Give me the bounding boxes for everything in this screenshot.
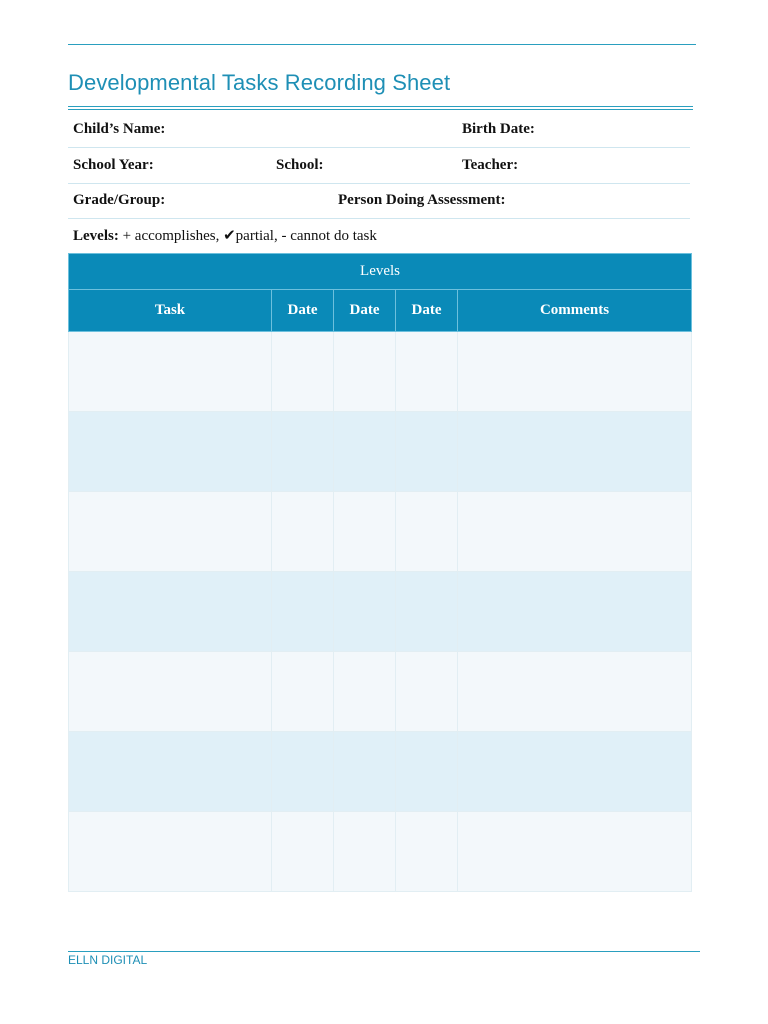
levels-legend-label: Levels: bbox=[73, 228, 119, 244]
levels-legend-text: + accomplishes, ✔partial, - cannot do task bbox=[122, 228, 377, 244]
column-header-date-1: Date bbox=[272, 290, 334, 332]
comments-cell[interactable] bbox=[458, 812, 692, 892]
date-cell[interactable] bbox=[396, 652, 458, 732]
column-header-task: Task bbox=[69, 290, 272, 332]
school-year-label: School Year: bbox=[73, 157, 154, 173]
date-cell[interactable] bbox=[334, 652, 396, 732]
date-cell[interactable] bbox=[396, 572, 458, 652]
date-cell[interactable] bbox=[334, 412, 396, 492]
comments-cell[interactable] bbox=[458, 332, 692, 412]
task-cell[interactable] bbox=[69, 652, 272, 732]
date-cell[interactable] bbox=[396, 332, 458, 412]
date-cell[interactable] bbox=[272, 572, 334, 652]
task-cell[interactable] bbox=[69, 812, 272, 892]
task-cell[interactable] bbox=[69, 492, 272, 572]
date-cell[interactable] bbox=[272, 732, 334, 812]
task-cell[interactable] bbox=[69, 572, 272, 652]
date-cell[interactable] bbox=[272, 812, 334, 892]
comments-cell[interactable] bbox=[458, 492, 692, 572]
info-row-school bbox=[68, 148, 690, 184]
recording-table bbox=[68, 253, 692, 892]
table-row bbox=[69, 492, 692, 572]
levels-group-header: Levels bbox=[69, 254, 692, 290]
table-row bbox=[69, 812, 692, 892]
comments-cell[interactable] bbox=[458, 652, 692, 732]
comments-cell[interactable] bbox=[458, 412, 692, 492]
teacher-label: Teacher: bbox=[462, 157, 519, 173]
column-header-date-2: Date bbox=[334, 290, 396, 332]
childs-name-label: Child’s Name: bbox=[73, 121, 166, 137]
table-row bbox=[69, 732, 692, 812]
title-underline bbox=[68, 106, 693, 107]
person-assessing-label: Person Doing Assessment: bbox=[338, 192, 506, 208]
date-cell[interactable] bbox=[334, 812, 396, 892]
date-cell[interactable] bbox=[396, 732, 458, 812]
task-cell[interactable] bbox=[69, 332, 272, 412]
date-cell[interactable] bbox=[396, 412, 458, 492]
info-row-name bbox=[68, 112, 690, 148]
column-header-date-3: Date bbox=[396, 290, 458, 332]
comments-cell[interactable] bbox=[458, 572, 692, 652]
table-row bbox=[69, 652, 692, 732]
date-cell[interactable] bbox=[334, 732, 396, 812]
info-row-grade bbox=[68, 183, 690, 219]
page-title: Developmental Tasks Recording Sheet bbox=[68, 70, 451, 95]
date-cell[interactable] bbox=[272, 412, 334, 492]
date-cell[interactable] bbox=[272, 492, 334, 572]
date-cell[interactable] bbox=[396, 492, 458, 572]
date-cell[interactable] bbox=[272, 652, 334, 732]
footer-brand: ELLN DIGITAL bbox=[68, 953, 148, 967]
date-cell[interactable] bbox=[396, 812, 458, 892]
table-row bbox=[69, 412, 692, 492]
task-cell[interactable] bbox=[69, 412, 272, 492]
title-underline-second bbox=[68, 109, 693, 110]
grade-group-label: Grade/Group: bbox=[73, 192, 166, 208]
date-cell[interactable] bbox=[272, 332, 334, 412]
task-cell[interactable] bbox=[69, 732, 272, 812]
levels-legend bbox=[73, 226, 377, 245]
date-cell[interactable] bbox=[334, 572, 396, 652]
comments-cell[interactable] bbox=[458, 732, 692, 812]
school-label: School: bbox=[276, 157, 324, 173]
table-row bbox=[69, 332, 692, 412]
date-cell[interactable] bbox=[334, 492, 396, 572]
birth-date-label: Birth Date: bbox=[462, 121, 535, 137]
footer-rule bbox=[68, 951, 700, 952]
column-header-comments: Comments bbox=[458, 290, 692, 332]
top-rule bbox=[68, 44, 696, 45]
table-row bbox=[69, 572, 692, 652]
date-cell[interactable] bbox=[334, 332, 396, 412]
